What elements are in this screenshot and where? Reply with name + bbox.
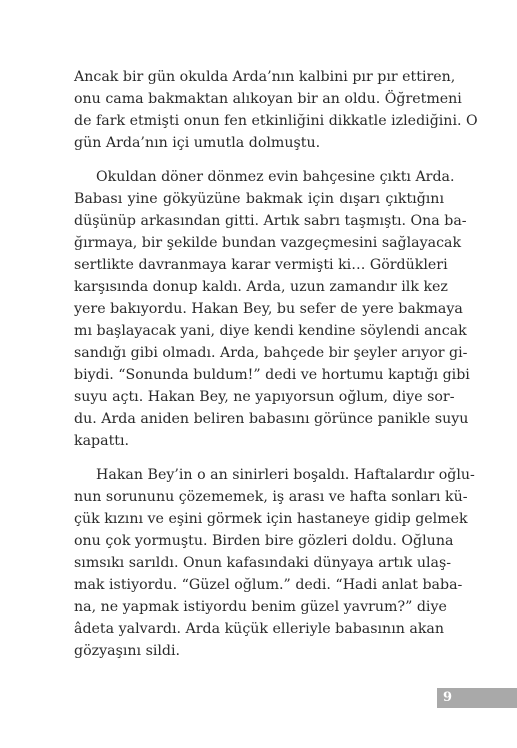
text-line: kapattı. (74, 433, 130, 449)
text-line: çük kızını ve eşini görmek için hastaneye gidip gelmek (74, 511, 468, 527)
text-line: mı başlayacak yani, diye kendi kendine söylendi ancak (74, 323, 467, 339)
text-line: sımsıkı sarıldı. Onun kafasındaki dünyaya artık ulaş- (74, 555, 452, 571)
text-line: suyu açtı. Hakan Bey, ne yapıyorsun oğlum, diye sor- (74, 389, 455, 405)
page-body (74, 66, 478, 674)
text-line: biydi. “Sonunda buldum!” dedi ve hortumu kaptığı gibi (74, 367, 470, 383)
text-line: sertlikte davranmaya karar vermişti ki… Gördükleri (74, 257, 448, 273)
text-line: gözyaşını sildi. (74, 643, 181, 659)
text-line: na, ne yapmak istiyordu benim güzel yavrum?” diye (74, 599, 447, 615)
text-line: du. Arda aniden beliren babasını görünce panikle suyu (74, 411, 469, 427)
text-line: onu çok yormuştu. Birden bire gözleri doldu. Oğluna (74, 533, 454, 549)
page-number: 9 (443, 690, 453, 705)
text-line: sandığı gibi olmadı. Arda, bahçede bir şeyler arıyor gi- (74, 345, 468, 361)
text-line: yere bakıyordu. Hakan Bey, bu sefer de yere bakmaya (74, 301, 463, 317)
text-line: Babası yine gökyüzüne bakmak için dışarı çıktığını (74, 191, 444, 207)
text-line: gün Arda’nın içi umutla dolmuştu. (74, 135, 321, 151)
text-line: düşünüp arkasından gitti. Artık sabrı taşmıştı. Ona ba- (74, 213, 467, 229)
text-line: onu cama bakmaktan alıkoyan bir an oldu. Öğretmeni (74, 91, 462, 107)
text-line: âdeta yalvardı. Arda küçük elleriyle babasının akan (74, 621, 445, 637)
paragraph-3 (74, 464, 475, 662)
text-line: mak istiyordu. “Güzel oğlum.” dedi. “Hadi anlat baba- (74, 577, 463, 593)
paragraph-2 (74, 166, 470, 452)
text-line: karşısında donup kaldı. Arda, uzun zamandır ilk kez (74, 279, 448, 295)
text-line: Ancak bir gün okulda Arda’nın kalbini pır pır ettiren, (74, 69, 456, 85)
page-number-bar (437, 688, 517, 708)
text-line: Hakan Bey’in o an sinirleri boşaldı. Haftalardır oğlu- (96, 467, 475, 483)
text-line: de fark etmişti onun fen etkinliğini dikkatle izlediğini. O (74, 113, 478, 129)
text-line: nun sorununu çözememek, iş arası ve hafta sonları kü- (74, 489, 468, 505)
text-line: Okuldan döner dönmez evin bahçesine çıktı Arda. (96, 169, 455, 185)
text-line: ğırmaya, bir şekilde bundan vazgeçmesini sağlayacak (74, 235, 462, 251)
paragraph-1 (74, 66, 478, 154)
